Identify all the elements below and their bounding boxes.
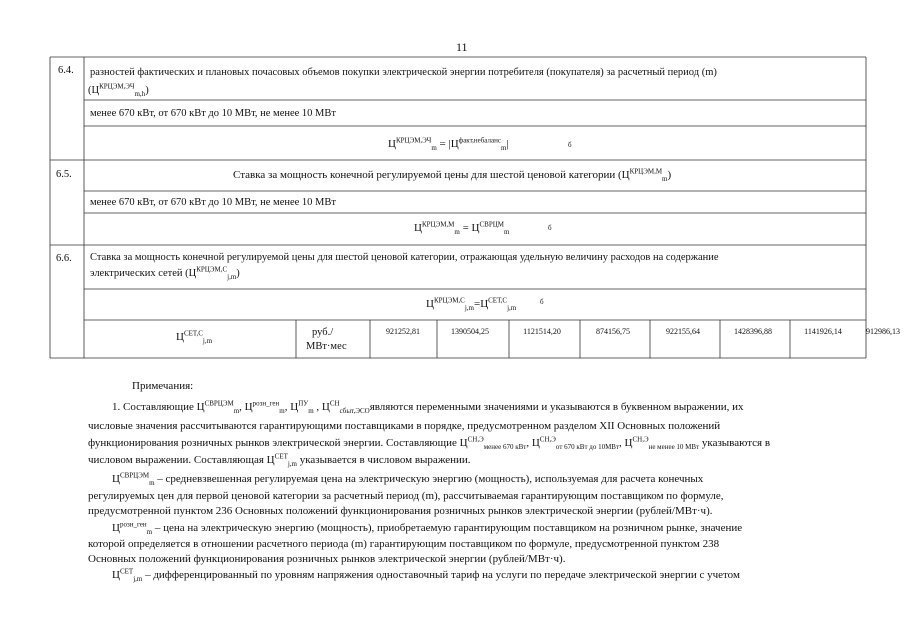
row-6-5-mark: б <box>548 224 552 232</box>
row-6-5-title: Ставка за мощность конечной регулируемой цены для шестой ценовой категории $(Ц^{КРЦЭМ,М}_m)$ <box>233 167 672 184</box>
note-3-line-3: Основных положений функционирования розничных рынков электрической энергии (рублей/МВт·ч). <box>88 553 566 565</box>
note-1-line-2: числовые значения рассчитываются гарантирующими поставщиками в порядке, предусмотренном разделом XII Основных положений <box>88 420 721 432</box>
tariff-value-6: 1428396,88 <box>734 327 772 336</box>
row-6-4-mark: б <box>568 141 572 149</box>
note-1-line-3: функционирования розничных рынков электрической энергии. Составляющие $Ц^{СН,Э}_{менее 670 кВт}$, $Ц^{СН,Э}_{от 670 кВт до 10МВт}$, $Ц^{СН,Э}_{не менее 10 МВт}$ указываются в <box>88 435 771 452</box>
tariff-value-4: 874156,75 <box>596 327 630 336</box>
note-2-line-2: регулируемых цен для первой ценовой категории за расчетный период (m), рассчитываемая гарантирующим поставщиком по формуле, <box>88 490 724 502</box>
row-6-4-symbol: $(Ц^{КРЦЭМ,ЭЧ}_{m,h})$ <box>88 82 149 99</box>
page-number: 11 <box>456 40 468 54</box>
notes-title: Примечания: <box>132 380 194 392</box>
row-6-5-power-range: менее 670 кВт, от 670 кВт до 10 МВт, не менее 10 МВт <box>90 197 336 208</box>
tariff-value-7: 1141926,14 <box>804 327 842 336</box>
row-6-6-mark: б <box>540 298 544 306</box>
row-6-5-number: 6.5. <box>56 169 72 180</box>
tariff-value-1: 921252,81 <box>386 327 420 336</box>
tariff-symbol: $Ц^{СЕТ,С}_{j,m}$ <box>176 329 213 346</box>
tariff-value-2: 1390504,25 <box>451 327 489 336</box>
row-6-4-title: разностей фактических и плановых почасовых объемов покупки электрической энергии потребителя (покупателя) за расчетный период (m) <box>90 67 717 78</box>
tariff-unit-line2: МВт·мес <box>306 341 347 352</box>
tariff-value-3: 1121514,20 <box>523 327 561 336</box>
row-6-6-title-line1: Ставка за мощность конечной регулируемой цены для шестой ценовой категории, отражающая удельную величину расходов на содержание <box>90 252 719 263</box>
row-6-6-formula: $Ц^{КРЦЭМ,С}_{j,m}=Ц^{СЕТ,С}_{j,m}$ <box>426 296 517 313</box>
note-1-line-4: числовом выражении. Составляющая $Ц^{СЕТ}_{j,m}$ указывается в числовом выражении. <box>88 452 471 469</box>
row-6-5-formula: $Ц^{КРЦЭМ,М}_m = Ц^{СВРЦМ}_m$ <box>414 220 510 237</box>
note-2-line-3: предусмотренной пунктом 236 Основных положений функционирования розничных рынков электрической энергии (рублей/МВт·ч). <box>88 505 713 517</box>
note-3-line-2: которой определяется в отношении расчетного периода (m) гарантирующим поставщиком по формуле, предусмотренной пунктом 238 <box>88 538 720 550</box>
note-2-line-1: $Ц^{СВРЦЭМ}_m$ – средневзвешенная регулируемая цена на электрическую энергию (мощность), используемая для расчета конечных <box>112 471 704 488</box>
tariff-value-8: 912986,13 <box>866 327 900 336</box>
row-6-6-title-line2: электрических сетей $(Ц^{КРЦЭМ,С}_{j,m})$ <box>90 265 240 282</box>
note-1-line-1: 1. Составляющие $Ц^{СВРЦЭМ}_m$, $Ц^{розн\_ген}_m$, $Ц^{ПУ}_m$ , $Ц^{СН}_{сбыт,ЭСО}являются$ переменными значениями и указываются в буквенном выражении, их <box>112 399 744 416</box>
row-6-4-number: 6.4. <box>58 65 74 76</box>
note-3-line-1: $Ц^{розн\_ген}_m$ – цена на электрическую энергию (мощность), приобретаемую гарантирующим поставщиком на розничном рынке, значение <box>112 520 743 537</box>
row-6-6-number: 6.6. <box>56 253 72 264</box>
tariff-value-5: 922155,64 <box>666 327 700 336</box>
tariff-unit-line1: руб./ <box>312 327 334 338</box>
row-6-4-formula: $Ц^{КРЦЭМ,ЭЧ}_m = |Ц^{факт,небаланс}_m|$ <box>388 136 509 153</box>
note-4-line-1: $Ц^{СЕТ}_{j,m}$ – дифференцированный по уровням напряжения одноставочный тариф на услуги по передаче электрической энергии с учетом <box>112 567 740 584</box>
row-6-4-power-range: менее 670 кВт, от 670 кВт до 10 МВт, не менее 10 МВт <box>90 108 336 119</box>
